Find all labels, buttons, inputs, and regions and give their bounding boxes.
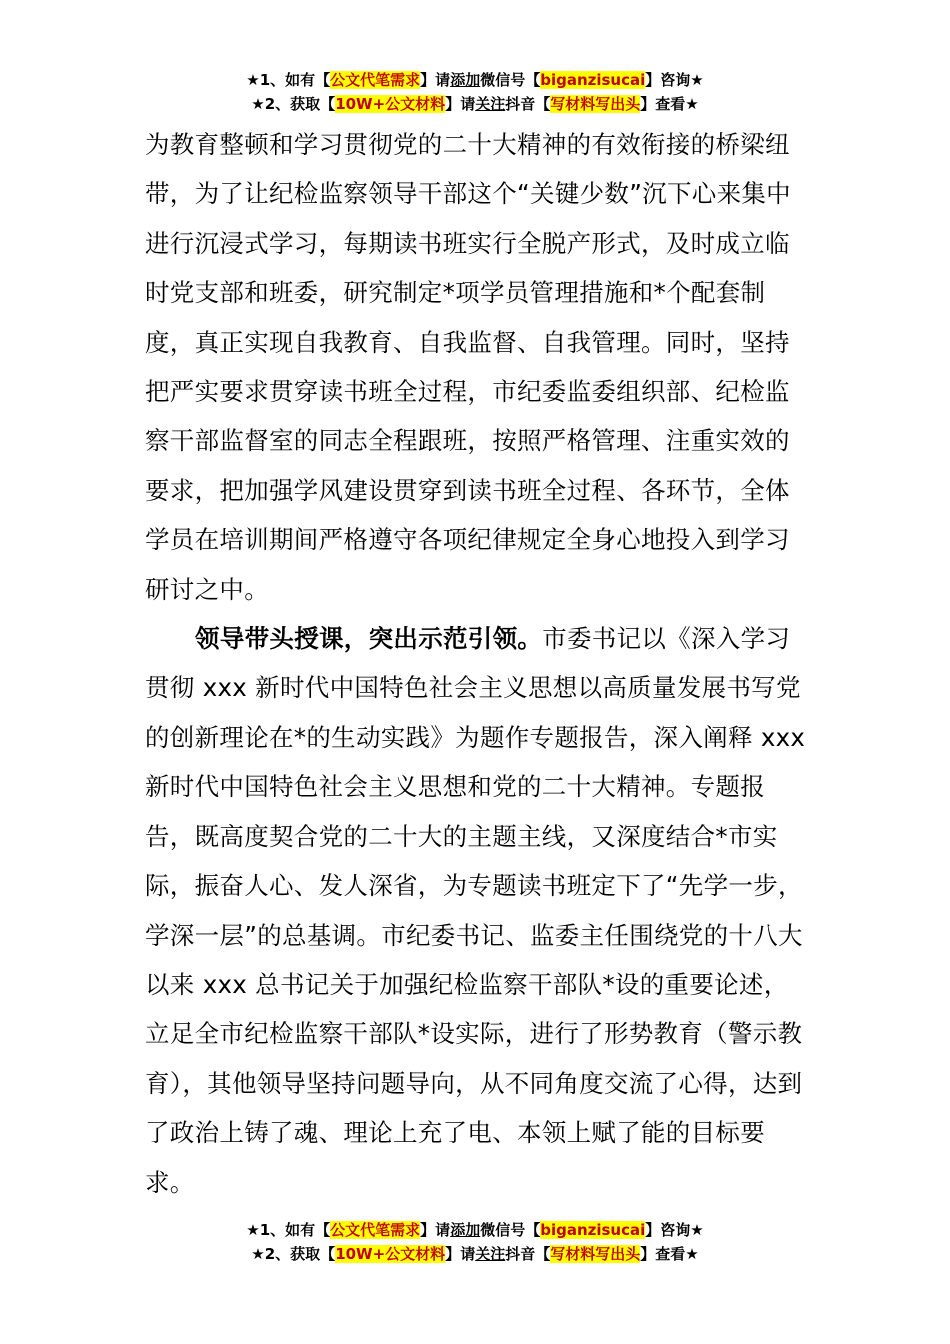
highlight-wechat-id: biganzisucai <box>540 71 646 89</box>
paragraph-2 <box>145 614 809 1207</box>
document-body <box>145 120 809 1207</box>
highlight-wechat-id: biganzisucai <box>540 1221 646 1239</box>
promo-line-1: ★1、如有【公文代笔需求】请添加微信号【biganzisucai】咨询★ <box>246 71 704 89</box>
highlight-materials: 10W+公文材料 <box>335 95 446 113</box>
paragraph-2-text: 市委书记以《深入学习贯彻 xxx 新时代中国特色社会主义思想以高质量发展书写党的创新理论在*的生动实践》为题作专题报告，深入阐释 xxx 新时代中国特色社会主义思想和党的二十大精神。专题报告，既高度契合党的二十大的主题主线，又深度结合*市实际，振奋人心、发人深省，为专题读书班定下了“先学一步，学深一层”的总基调。市纪委书记、监委主任围绕党的十八大以来 xxx 总书记关于加强纪检监察干部队*设的重要论述，立足全市纪检监察干部队*设实际，进行了形势教育（警示教育），其他领导坚持问题导向，从不同角度交流了心得，达到了政治上铸了魂、理论上充了电、本领上赋了能的目标要求。 <box>145 624 806 1197</box>
promo-line-2: ★2、获取【10W+公文材料】请关注抖音【写材料写出头】查看★ <box>251 1245 699 1263</box>
highlight-douyin: 写材料写出头 <box>550 1245 641 1263</box>
highlight-materials: 10W+公文材料 <box>335 1245 446 1263</box>
promo-line-2: ★2、获取【10W+公文材料】请关注抖音【写材料写出头】查看★ <box>251 95 699 113</box>
promo-line-1: ★1、如有【公文代笔需求】请添加微信号【biganzisucai】咨询★ <box>246 1221 704 1239</box>
top-promo-banner <box>0 68 950 116</box>
highlight-ghostwriting: 公文代笔需求 <box>330 1221 421 1239</box>
highlight-ghostwriting: 公文代笔需求 <box>330 71 421 89</box>
highlight-douyin: 写材料写出头 <box>550 95 641 113</box>
paragraph-1: 为教育整顿和学习贯彻党的二十大精神的有效衔接的桥梁纽带，为了让纪检监察领导干部这个“关键少数”沉下心来集中进行沉浸式学习，每期读书班实行全脱产形式，及时成立临时党支部和班委，研究制定*项学员管理措施和*个配套制度，真正实现自我教育、自我监督、自我管理。同时，坚持把严实要求贯穿读书班全过程，市纪委监委组织部、纪检监察干部监督室的同志全程跟班，按照严格管理、注重实效的要求，把加强学风建设贯穿到读书班全过程、各环节，全体学员在培训期间严格遵守各项纪律规定全身心地投入到学习研讨之中。 <box>145 130 791 604</box>
bottom-promo-banner <box>0 1218 950 1266</box>
paragraph-heading: 领导带头授课，突出示范引领。 <box>195 624 543 654</box>
